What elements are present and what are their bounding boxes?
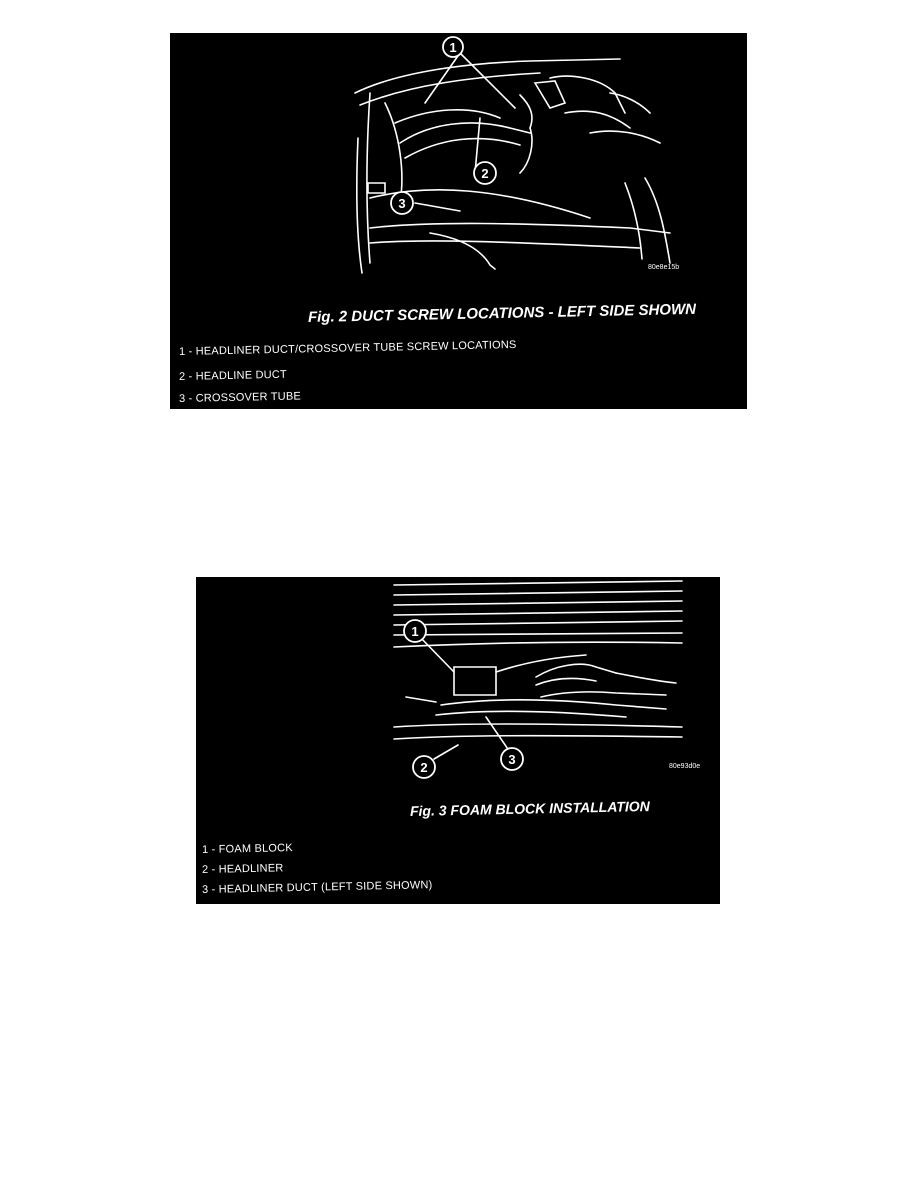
figure-3-image-code: 80e93d0e [669,763,701,770]
figure-3-callout-3 [501,748,523,770]
svg-text:3: 3 [508,752,516,767]
figure-2-legend-item-3: 3 - CROSSOVER TUBE [178,390,302,405]
svg-text:2: 2 [420,760,428,775]
svg-text:1: 1 [449,40,457,55]
figure-2 [170,33,747,409]
figure-2-callout-3 [391,192,413,214]
figure-2-callout-1 [443,37,463,57]
figure-2-caption: Fig. 2 DUCT SCREW LOCATIONS - LEFT SIDE SHOWN [307,300,697,326]
figure-3-legend-item-3: 3 - HEADLINER DUCT (LEFT SIDE SHOWN) [201,879,433,896]
figure-3-legend-item-2: 2 - HEADLINER [201,862,284,876]
figure-3-caption: Fig. 3 FOAM BLOCK INSTALLATION [409,797,650,819]
figure-3-illustration [196,577,720,904]
figure-3-callout-2 [413,756,435,778]
figure-3 [196,577,720,904]
svg-text:1: 1 [411,624,419,639]
figure-3-legend-item-1: 1 - FOAM BLOCK [201,842,293,856]
figure-2-legend-item-1: 1 - HEADLINER DUCT/CROSSOVER TUBE SCREW LOCATIONS [178,338,517,358]
svg-text:2: 2 [481,166,489,181]
figure-2-image-code: 80e8e15b [648,264,680,271]
figure-2-legend-item-2: 2 - HEADLINE DUCT [178,368,288,383]
figure-2-callout-2 [474,162,496,184]
svg-text:3: 3 [398,196,406,211]
figure-3-callout-1 [404,620,426,642]
